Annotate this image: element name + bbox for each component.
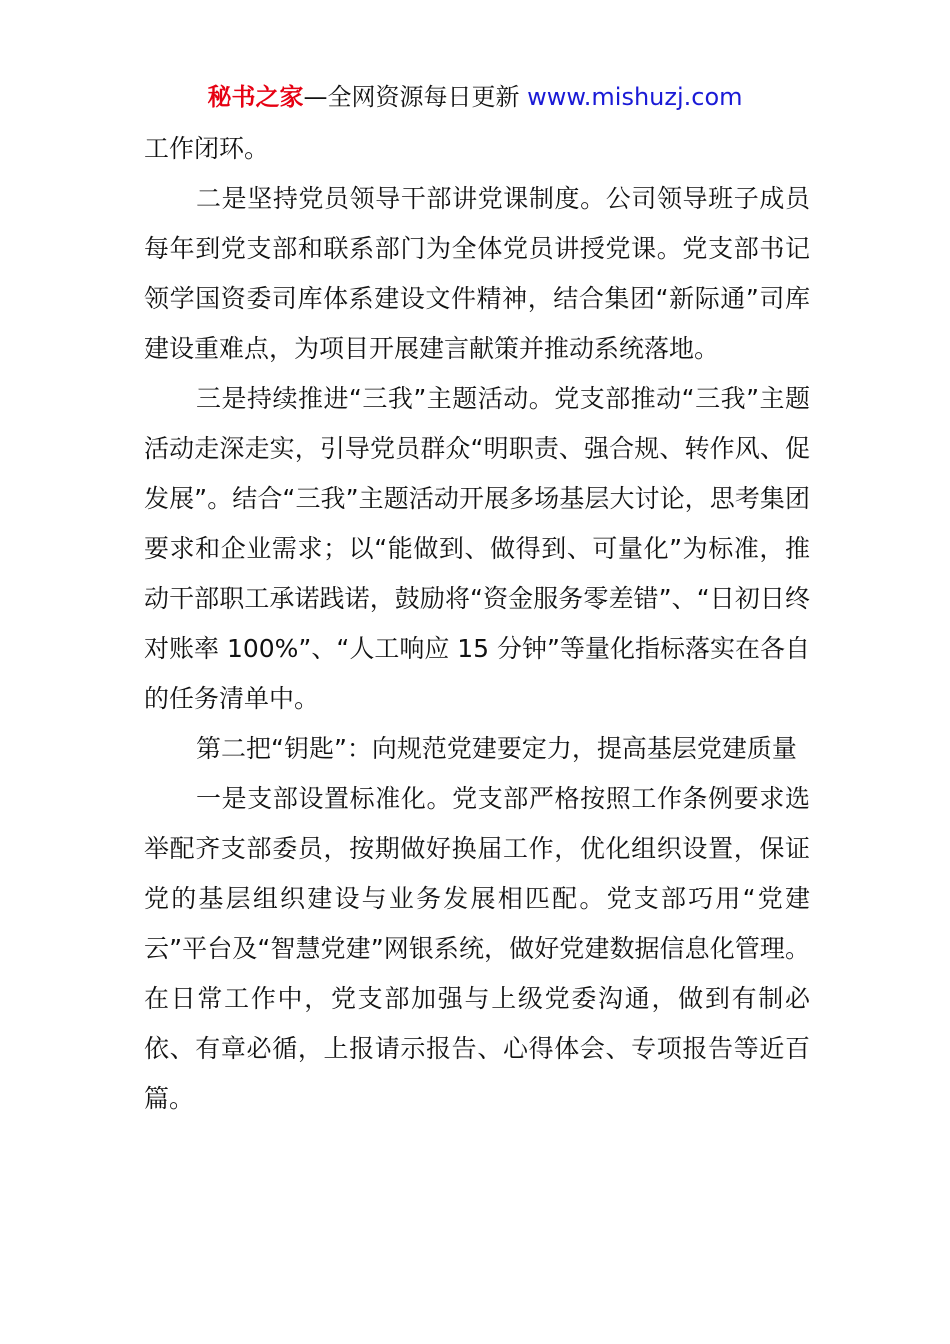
header-slogan: —全网资源每日更新 — [303, 83, 528, 111]
website-link[interactable]: www.mishuzj.com — [527, 83, 743, 111]
brand-name: 秘书之家 — [207, 83, 304, 111]
page-header — [0, 80, 950, 114]
paragraph: 二是坚持党员领导干部讲党课制度。公司领导班子成员每年到党支部和联系部门为全体党员讲授党课。党支部书记领学国资委司库体系建设文件精神，结合集团“新际通”司库建设重难点，为项目开展建言献策并推动系统落地。 — [144, 184, 810, 363]
paragraph: 三是持续推进“三我”主题活动。党支部推动“三我”主题活动走深走实，引导党员群众“明职责、强合规、转作风、促发展”。结合“三我”主题活动开展多场基层大讨论，思考集团要求和企业需求；以“能做到、做得到、可量化”为标准，推动干部职工承诺践诺，鼓励将“资金服务零差错”、“日初日终对账率 100%”、“人工响应 15 分钟”等量化指标落实在各自的任务清单中。 — [144, 384, 810, 713]
section-heading: 第二把“钥匙”：向规范党建要定力，提高基层党建质量 — [196, 734, 797, 763]
paragraph: 一是支部设置标准化。党支部严格按照工作条例要求选举配齐支部委员，按期做好换届工作，优化组织设置，保证党的基层组织建设与业务发展相匹配。党支部巧用“党建云”平台及“智慧党建”网银系统，做好党建数据信息化管理。在日常工作中，党支部加强与上级党委沟通，做到有制必依、有章必循，上报请示报告、心得体会、专项报告等近百篇。 — [144, 784, 810, 1113]
paragraph: 工作闭环。 — [144, 134, 270, 163]
document-body — [144, 124, 810, 1124]
